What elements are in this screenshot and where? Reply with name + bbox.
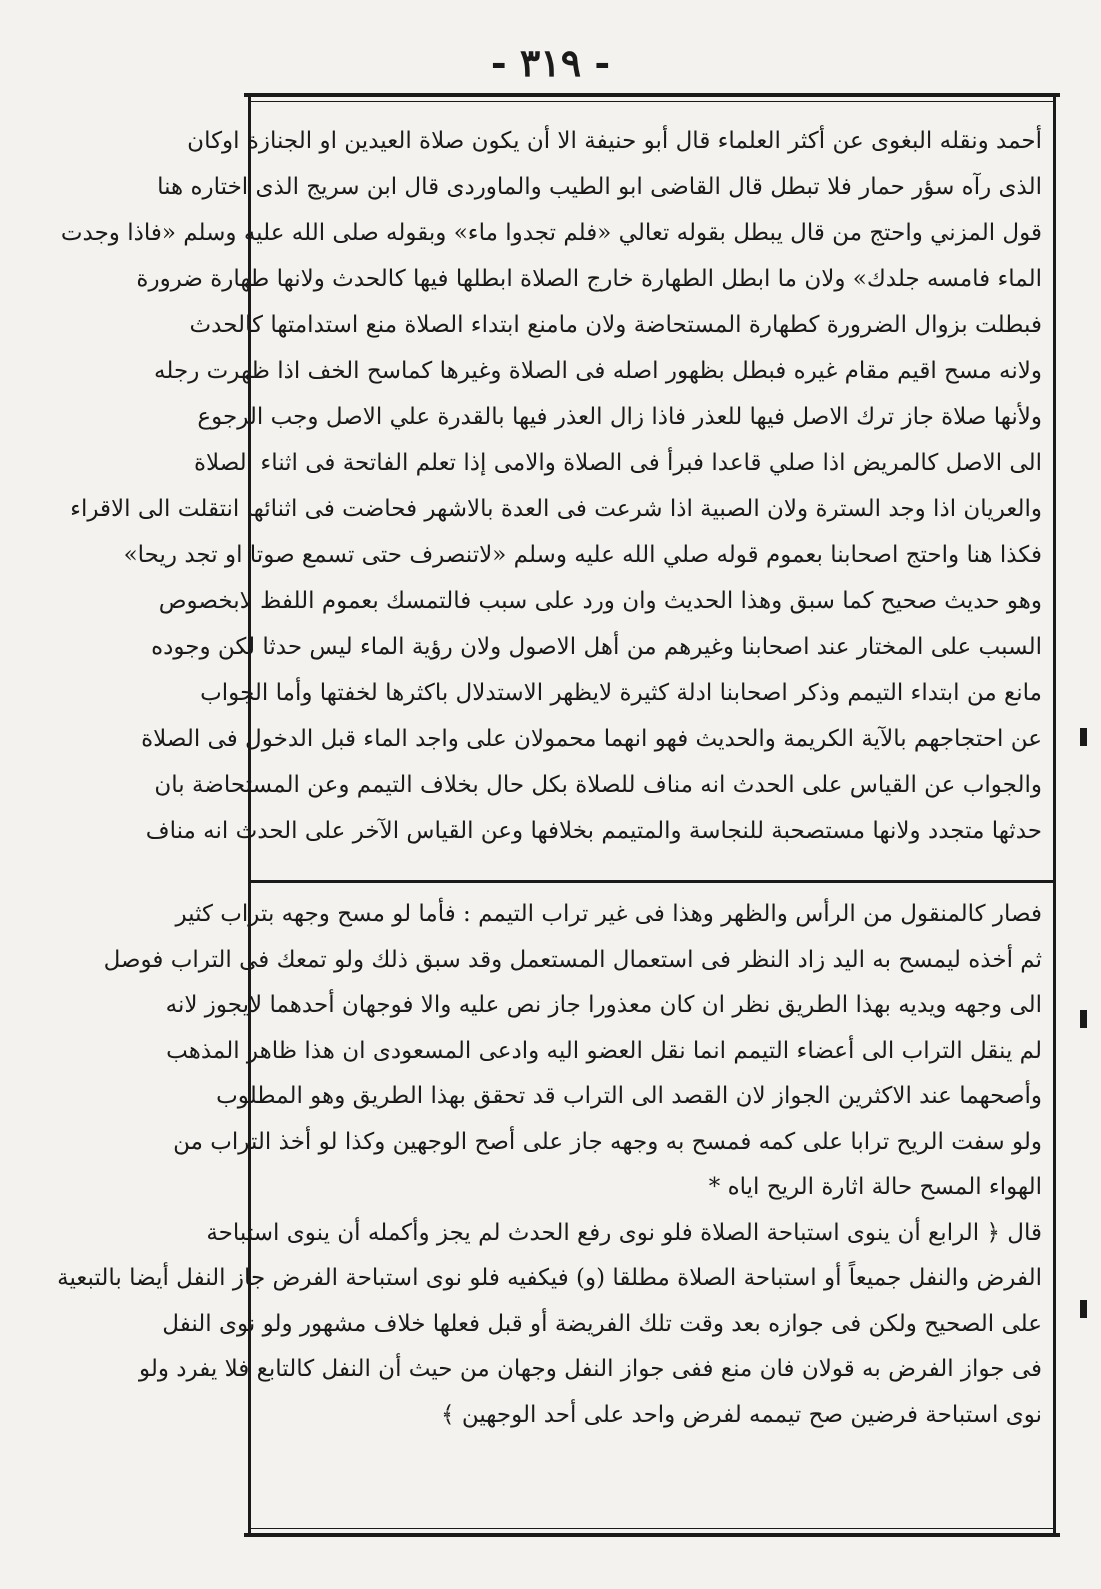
commentary-line: ثم أخذه ليمسح به اليد زاد النظر فى استعمال المستعمل وقد سبق ذلك ولو تمعك فى التراب فوصل bbox=[103, 946, 1042, 973]
commentary-block bbox=[57, 892, 1042, 1438]
commentary-line: وأصحهما عند الاكثرين الجواز لان القصد الى التراب قد تحقق بهذا الطريق وهو المطلوب bbox=[216, 1083, 1042, 1109]
main-text-line: فبطلت بزوال الضرورة كطهارة المستحاضة ولان مامنع ابتداء الصلاة منع استدامتها كالحدث bbox=[189, 312, 1042, 338]
main-text-line: أحمد ونقله البغوى عن أكثر العلماء قال أبو حنيفة الا أن يكون صلاة العيدين او الجنازة اوكان bbox=[187, 128, 1042, 154]
main-text-line: السبب على المختار عند اصحابنا وغيرهم من أهل الاصول ولان رؤية الماء ليس حدثا لكن وجوده bbox=[151, 634, 1042, 660]
main-text-line: الذى رآه سؤر حمار فلا تبطل قال القاضى ابو الطيب والماوردى قال ابن سريج الذى اختاره هنا bbox=[157, 174, 1042, 200]
commentary-line: فصار كالمنقول من الرأس والظهر وهذا فى غير تراب التيمم : فأما لو مسح وجهه بتراب كثير bbox=[175, 901, 1042, 927]
section-divider bbox=[248, 880, 1056, 883]
main-text-line: حدثها متجدد ولانها مستصحبة للنجاسة والمتيمم بخلافها وعن القياس الآخر على الحدث انه مناف bbox=[145, 818, 1042, 844]
main-text-block bbox=[60, 118, 1042, 854]
page-number: - ٣١٩ - bbox=[490, 40, 611, 85]
commentary-line: على الصحيح ولكن فى جوازه بعد وقت تلك الفريضة أو قبل فعلها خلاف مشهور ولو نوى النفل bbox=[162, 1310, 1042, 1337]
main-text-line: الماء فامسه جلدك» ولان ما ابطل الطهارة خارج الصلاة ابطلها فيها كالحدث ولانها طهارة ضرورة bbox=[136, 266, 1042, 292]
commentary-line: الى وجهه ويديه بهذا الطريق نظر ان كان معذورا جاز نص عليه والا فوجهان أحدهما لايجوز لانه bbox=[165, 992, 1042, 1018]
main-text-line: ولأنها صلاة جاز ترك الاصل فيها للعذر فاذا زال العذر فيها بالقدرة علي الاصل وجب الرجوع bbox=[197, 404, 1042, 430]
margin-mark bbox=[1080, 1300, 1087, 1318]
main-text-line: وهو حديث صحيح كما سبق وهذا الحديث وان ورد على سبب فالتمسك بعموم اللفظ لابخصوص bbox=[158, 588, 1042, 614]
main-text-line: والعريان اذا وجد السترة ولان الصبية اذا شرعت فى العدة بالاشهر فحاضت فى اثنائها انتقلت الى الاقراء bbox=[70, 496, 1042, 522]
commentary-line: نوى استباحة فرضين صح تيممه لفرض واحد على أحد الوجهين ﴾ bbox=[441, 1401, 1042, 1428]
main-text-line: عن احتجاجهم بالآية الكريمة والحديث فهو انهما محمولان على واجد الماء قبل الدخول فى الصلاة bbox=[141, 726, 1042, 752]
main-text-line: ولانه مسح اقيم مقام غيره فبطل بظهور اصله فى الصلاة وغيرها كماسح الخف اذا ظهرت رجله bbox=[154, 358, 1042, 384]
main-text-line: فكذا هنا واحتج اصحابنا بعموم قوله صلي الله عليه وسلم «لاتنصرف حتى تسمع صوتا او تجد ريحا» bbox=[123, 542, 1042, 568]
main-text-line: والجواب عن القياس على الحدث انه مناف للصلاة بكل حال بخلاف التيمم وعن المستحاضة بان bbox=[154, 772, 1042, 798]
commentary-line: لم ينقل التراب الى أعضاء التيمم انما نقل العضو اليه وادعى المسعودى ان هذا ظاهر المذهب bbox=[166, 1037, 1042, 1064]
main-text-line: مانع من ابتداء التيمم وذكر اصحابنا ادلة كثيرة لايظهر الاستدلال باكثرها لخفتها وأما الجواب bbox=[200, 680, 1042, 706]
bottom-double-rule bbox=[244, 1533, 1060, 1537]
margin-mark bbox=[1080, 728, 1087, 746]
main-text-line: الى الاصل كالمريض اذا صلي قاعدا فبرأ فى الصلاة والامى إذا تعلم الفاتحة فى اثناء الصلاة bbox=[193, 450, 1042, 476]
margin-mark bbox=[1080, 1010, 1087, 1028]
commentary-line: الهواء المسح حالة اثارة الريح اياه * bbox=[708, 1174, 1042, 1200]
commentary-line: ولو سفت الريح ترابا على كمه فمسح به وجهه جاز على أصح الوجهين وكذا لو أخذ التراب من bbox=[173, 1128, 1042, 1155]
commentary-line: قال ﴿ الرابع أن ينوى استباحة الصلاة فلو نوى رفع الحدث لم يجز وأكمله أن ينوى استباحة bbox=[206, 1219, 1042, 1246]
bottom-thin-rule bbox=[248, 1528, 1056, 1529]
commentary-line: فى جواز الفرض به قولان فان منع ففى جواز النفل وجهان من حيث أن النفل كالتابع فلا يفرد ولو bbox=[139, 1356, 1042, 1382]
commentary-line: الفرض والنفل جميعاً أو استباحة الصلاة مطلقا (و) فيكفيه فلو نوى استباحة الفرض جاز النفل أيضا بالتبعية bbox=[57, 1265, 1042, 1291]
main-text-line: قول المزني واحتج من قال يبطل بقوله تعالي «فلم تجدوا ماء» وبقوله صلى الله عليه وسلم «فاذا وجدت bbox=[60, 220, 1042, 246]
